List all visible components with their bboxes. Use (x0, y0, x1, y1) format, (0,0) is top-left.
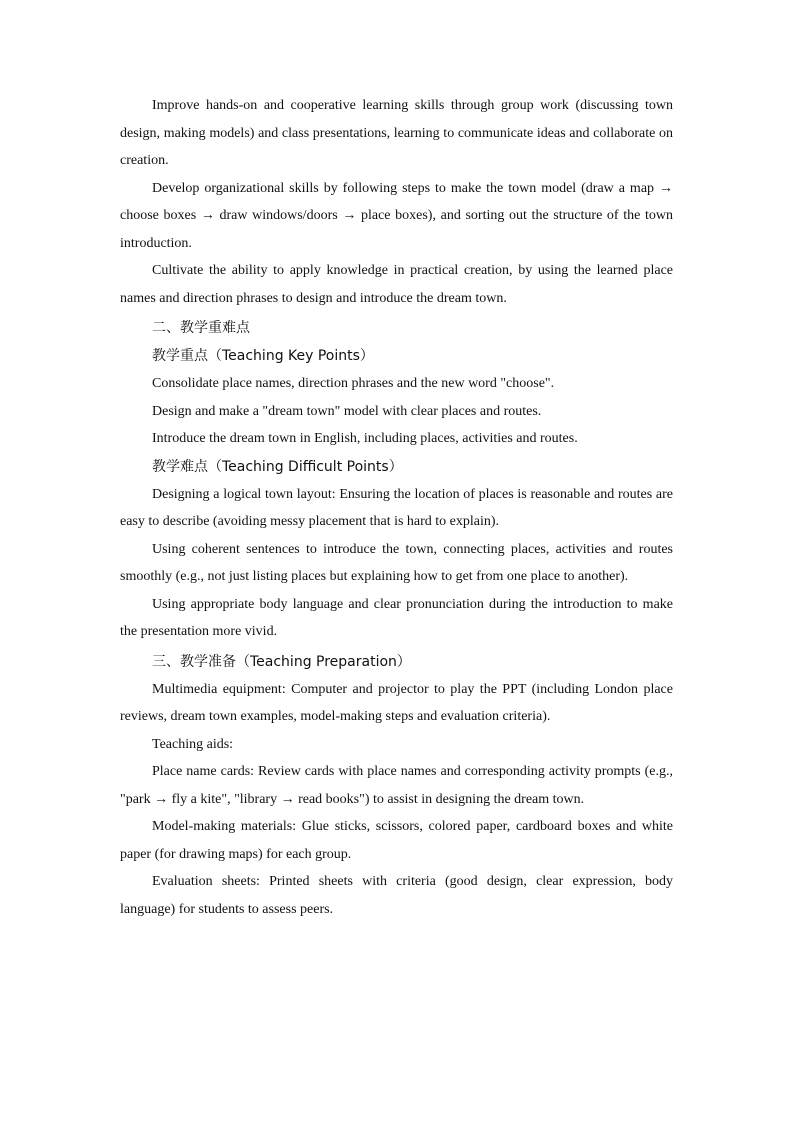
objective-paragraph: Improve hands-on and cooperative learning skills through group work (discussing town design, making models) and class presentations, learning to communicate ideas and collaborate on creation. (120, 98, 673, 168)
preparation-item: Place name cards: Review cards with place names and corresponding activity prompts (e.g., "park → fly a kite", "library → read books") to assist in designing the dream town. (120, 764, 673, 807)
key-point-item: Introduce the dream town in English, including places, activities and routes. (152, 431, 578, 446)
preparation-item: Teaching aids: (152, 736, 234, 752)
document-page (120, 92, 673, 923)
difficult-points-heading: 教学难点（Teaching Difficult Points） (152, 458, 403, 475)
difficult-point-item: Designing a logical town layout: Ensuring the location of places is reasonable and routes are easy to describe (avoiding messy placement that is hard to explain). (120, 486, 673, 529)
objective-paragraph: Cultivate the ability to apply knowledge in practical creation, by using the learned place names and direction phrases to design and introduce the dream town. (120, 263, 673, 306)
key-point-item: Design and make a "dream town" model with clear places and routes. (152, 403, 542, 419)
preparation-item: Evaluation sheets: Printed sheets with criteria (good design, clear expression, body language) for students to assess peers. (120, 874, 673, 917)
objective-paragraph: Develop organizational skills by following steps to make the town model (draw a map → choose boxes → draw windows/doors → place boxes), and sorting out the structure of the town introduction. (120, 180, 673, 251)
section-heading-key-difficult-points: 二、教学重难点 (152, 320, 250, 336)
key-point-item: Consolidate place names, direction phrases and the new word "choose". (152, 376, 555, 391)
key-points-heading: 教学重点（Teaching Key Points） (152, 348, 374, 364)
preparation-item: Multimedia equipment: Computer and projector to play the PPT (including London place reviews, dream town examples, model-making steps and evaluation criteria). (120, 681, 673, 724)
difficult-point-item: Using appropriate body language and clear pronunciation during the introduction to make the presentation more vivid. (120, 596, 673, 639)
section-heading-preparation: 三、教学准备（Teaching Preparation） (152, 653, 411, 670)
difficult-point-item: Using coherent sentences to introduce the town, connecting places, activities and routes smoothly (e.g., not just listing places but explaining how to get from one place to another). (120, 541, 673, 584)
preparation-item: Model-making materials: Glue sticks, scissors, colored paper, cardboard boxes and white paper (for drawing maps) for each group. (120, 819, 673, 862)
